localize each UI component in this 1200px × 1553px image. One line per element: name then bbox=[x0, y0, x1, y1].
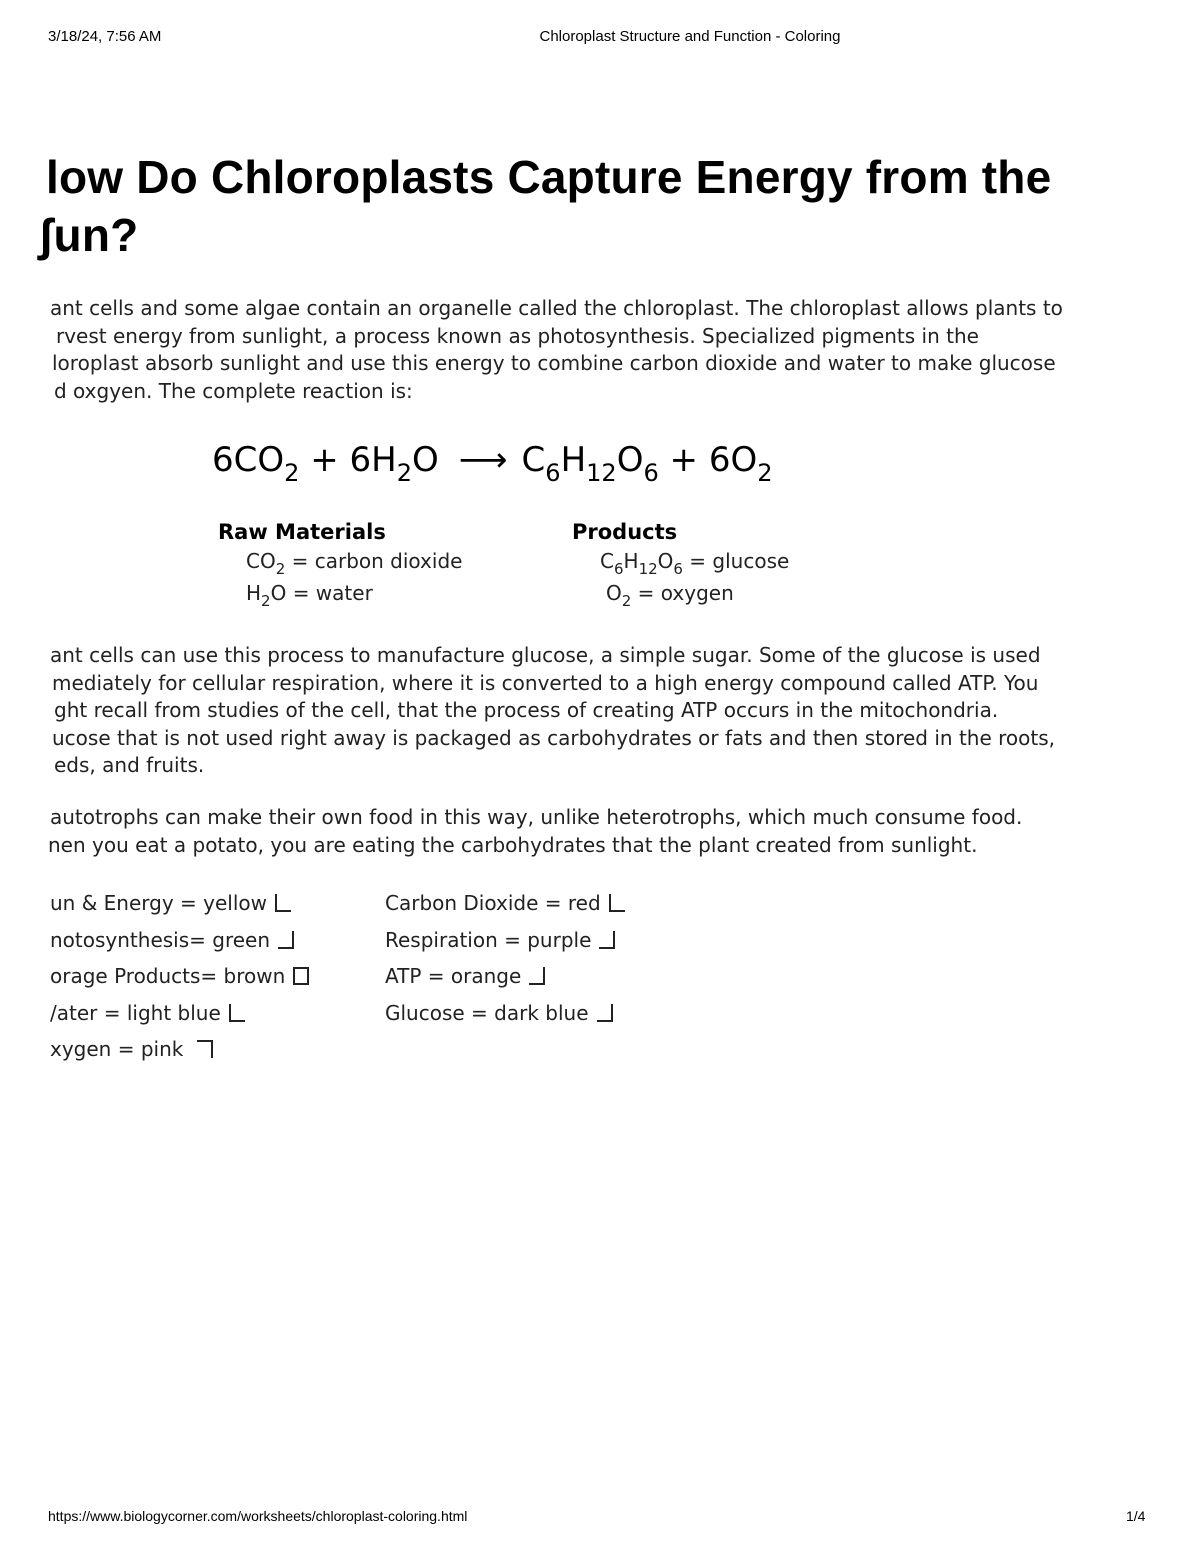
glucose-line-4: ucose that is not used right away is packaged as carbohydrates or fats and then stored in the roots, bbox=[52, 725, 1055, 750]
formula-part: CO bbox=[246, 549, 276, 573]
eq-term: 6CO bbox=[212, 440, 285, 480]
formula-sub: 6 bbox=[613, 560, 624, 578]
eq-sub: 12 bbox=[586, 459, 617, 487]
intro-paragraph bbox=[0, 295, 1160, 405]
formula-part: O = water bbox=[270, 581, 373, 605]
formula-part: = glucose bbox=[682, 549, 790, 573]
page-heading bbox=[0, 148, 1160, 264]
reaction-arrow: ⟶ bbox=[458, 440, 508, 480]
eq-sub: 2 bbox=[757, 459, 773, 487]
glucose-line-1: ant cells can use this process to manufacture glucose, a simple sugar. Some of the glucose is used bbox=[50, 643, 1041, 667]
raw-material-h2o bbox=[246, 581, 373, 610]
checkbox-sun-energy[interactable] bbox=[275, 894, 291, 912]
key-label: un & Energy = yellow bbox=[50, 891, 268, 915]
intro-line-3: loroplast absorb sunlight and use this energy to combine carbon dioxide and water to make glucose bbox=[52, 351, 1056, 375]
formula-sub: 6 bbox=[673, 560, 683, 578]
key-sun-energy bbox=[50, 891, 291, 915]
key-label: xygen = pink bbox=[50, 1037, 184, 1061]
key-label: ATP = orange bbox=[385, 964, 522, 988]
eq-sub: 6 bbox=[643, 459, 659, 487]
key-carbon-dioxide bbox=[385, 891, 625, 915]
products-heading: Products bbox=[572, 520, 678, 544]
key-glucose bbox=[385, 1001, 613, 1025]
key-respiration bbox=[385, 928, 615, 952]
formula-part: O bbox=[606, 581, 622, 605]
eq-sub: 2 bbox=[396, 459, 413, 487]
formula-part: C bbox=[600, 549, 614, 573]
intro-line-2: rvest energy from sunlight, a process known as photosynthesis. Specialized pigments in the bbox=[56, 323, 979, 348]
glucose-paragraph bbox=[0, 642, 1160, 780]
formula-part: H bbox=[246, 581, 262, 605]
product-oxygen bbox=[606, 581, 734, 610]
eq-term: O bbox=[616, 440, 644, 480]
key-label: Respiration = purple bbox=[385, 928, 592, 952]
glucose-line-5: eds, and fruits. bbox=[54, 753, 205, 777]
formula-part: = carbon dioxide bbox=[285, 549, 463, 573]
heading-line-1: low Do Chloroplasts Capture Energy from the bbox=[46, 151, 1052, 203]
glucose-line-2: mediately for cellular respiration, where it is converted to a high energy compound called ATP. You bbox=[52, 670, 1039, 695]
heading-line-2: ʃun? bbox=[38, 209, 139, 261]
key-label: notosynthesis= green bbox=[50, 928, 271, 952]
eq-term: C bbox=[521, 440, 546, 480]
checkbox-photosynthesis[interactable] bbox=[278, 931, 294, 949]
key-label: orage Products= brown bbox=[50, 964, 286, 988]
formula-part: H bbox=[623, 549, 639, 573]
checkbox-respiration[interactable] bbox=[599, 931, 615, 949]
formula-sub: 2 bbox=[275, 560, 286, 578]
eq-term: O bbox=[412, 440, 439, 480]
print-datetime: 3/18/24, 7:56 AM bbox=[48, 28, 162, 45]
formula-part: = oxygen bbox=[631, 581, 734, 605]
page-number: 1/4 bbox=[1126, 1508, 1146, 1524]
raw-material-co2 bbox=[246, 549, 463, 578]
intro-line-4: d oxgyen. The complete reaction is: bbox=[54, 378, 413, 403]
print-url: https://www.biologycorner.com/worksheets/chloroplast-coloring.html bbox=[48, 1508, 468, 1524]
eq-sub: 6 bbox=[545, 459, 561, 487]
eq-term: + 6O bbox=[658, 440, 758, 480]
eq-sub: 2 bbox=[284, 459, 300, 487]
formula-sub: 2 bbox=[261, 592, 271, 610]
formula-sub: 2 bbox=[621, 592, 632, 610]
key-atp bbox=[385, 964, 545, 988]
intro-line-1: ant cells and some algae contain an organelle called the chloroplast. The chloroplast allows plants to bbox=[50, 296, 1063, 320]
eq-term: H bbox=[560, 440, 587, 480]
print-page-title: Chloroplast Structure and Function - Coloring bbox=[539, 28, 841, 45]
key-label: Carbon Dioxide = red bbox=[385, 891, 601, 915]
key-water bbox=[50, 1001, 245, 1025]
checkbox-glucose[interactable] bbox=[597, 1004, 613, 1022]
glucose-line-3: ght recall from studies of the cell, that the process of creating ATP occurs in the mitochondria. bbox=[54, 698, 999, 722]
checkbox-water[interactable] bbox=[229, 1004, 245, 1022]
formula-sub: 12 bbox=[638, 560, 658, 578]
key-storage-products bbox=[50, 964, 309, 988]
photosynthesis-equation bbox=[212, 440, 773, 487]
key-label: /ater = light blue bbox=[50, 1001, 221, 1025]
eq-term: + 6H bbox=[299, 440, 397, 480]
key-photosynthesis bbox=[50, 928, 294, 952]
key-label: Glucose = dark blue bbox=[385, 1001, 589, 1025]
autotroph-line-1: autotrophs can make their own food in this way, unlike heterotrophs, which much consume food. bbox=[50, 805, 1023, 829]
formula-part: O bbox=[657, 549, 674, 573]
autotroph-line-2: nen you eat a potato, you are eating the carbohydrates that the plant created from sunlight. bbox=[48, 832, 978, 857]
checkbox-atp[interactable] bbox=[529, 967, 545, 985]
product-glucose bbox=[600, 549, 790, 578]
checkbox-oxygen[interactable] bbox=[197, 1040, 213, 1058]
autotroph-paragraph bbox=[0, 804, 1160, 859]
checkbox-carbon-dioxide[interactable] bbox=[609, 894, 625, 912]
raw-materials-heading: Raw Materials bbox=[218, 520, 386, 544]
checkbox-storage-products[interactable] bbox=[293, 967, 309, 985]
key-oxygen bbox=[50, 1037, 213, 1061]
